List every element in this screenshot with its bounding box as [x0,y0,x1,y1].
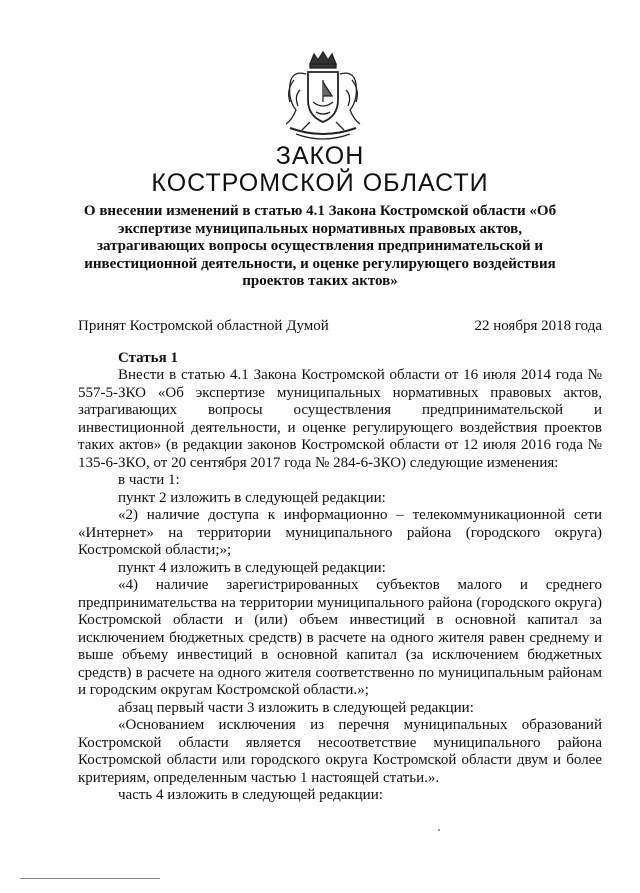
document-title-line1: ЗАКОН [275,142,365,170]
adoption-date: 22 ноября 2018 года [474,318,602,334]
paragraph: в части 1: [118,472,180,488]
paragraph: Внести в статью 4.1 Закона Костромской области от 16 июля 2014 года № 557-5-ЗКО «Об экспертизе муниципальных нормативных правовых актов, затрагивающих вопросы осуществления предпринимательской и инвестиционной деятельности, и оценке регулирующего воздействия проектов таких актов» (в редакции законов Костромской области от 12 июля 2016 года № 135-6-ЗКО, от 20 сентября 2017 года № 284-6-ЗКО) следующие изменения: [78,367,602,471]
footer-rule [20,878,160,879]
paragraph: «Основанием исключения из перечня муниципальных образований Костромской области является несоответствие муниципального района Костромской области или городского округа Костромской области двум и более критериям, определенным частью 1 настоящей статьи.». [78,717,602,786]
paragraph: «4) наличие зарегистрированных субъектов малого и среднего предпринимательства на территории муниципального района (городского округа) Костромской области и (или) объем инвестиций в основной капитал за исключением бюджетных средств) в расчете на одного жителя равен среднему и выше объему инвестиций в основной капитал (за исключением бюджетных средств) в расчете на одного жителя соответственно по муниципальным районам и городским округам Костромской области.»; [78,577,602,698]
document-subtitle: О внесении изменений в статью 4.1 Закона Костромской области «Об экспертизе муниципальных нормативных правовых актов, затрагивающих вопросы осуществления предпринимательской и инвестиционной деятельности, и оценке регулирующего воздействия проектов таких актов» [83,203,557,289]
article-body [78,367,602,805]
scan-speck [438,829,440,831]
paragraph: часть 4 изложить в следующей редакции: [118,787,383,803]
paragraph: пункт 2 изложить в следующей редакции: [118,489,386,506]
article-heading: Статья 1 [118,350,178,366]
paragraph: пункт 4 изложить в следующей редакции: [118,559,386,576]
adopted-by-text: Принят Костромской областной Думой [78,318,329,334]
paragraph: абзац первый части 3 изложить в следующей редакции: [118,699,474,716]
coat-of-arms-icon [280,50,366,146]
paragraph: «2) наличие доступа к информационно – телекоммуникационной сети «Интернет» на территории муниципального района (городского округа) Костромской области;»; [78,507,602,558]
document-title-line2: КОСТРОМСКОЙ ОБЛАСТИ [151,169,489,197]
